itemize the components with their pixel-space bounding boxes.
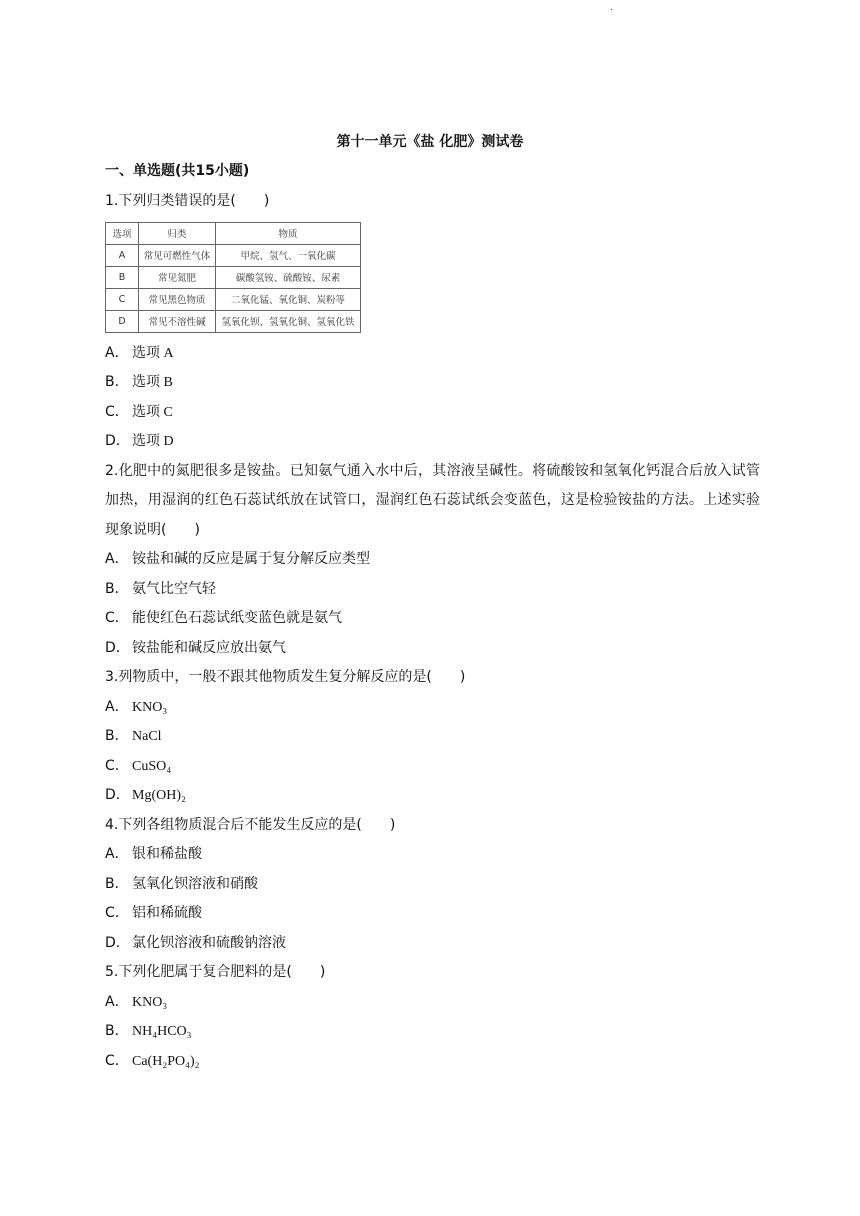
question-3	[105, 663, 760, 811]
option-key: B．	[105, 374, 129, 390]
option-a[interactable]	[105, 693, 760, 723]
option-key: C．	[105, 905, 129, 921]
option-d[interactable]	[105, 634, 760, 664]
classification-table	[105, 222, 361, 333]
option-text: 铵盐能和碱反应放出氨气	[132, 639, 286, 656]
corner-mark: .	[610, 2, 613, 13]
question-1-stem: 1.下列归类错误的是( )	[105, 193, 270, 209]
option-key: D．	[105, 787, 130, 803]
question-4	[105, 811, 760, 959]
option-key: C．	[105, 610, 129, 626]
option-b[interactable]	[105, 1017, 760, 1047]
page-title: 第十一单元《盐 化肥》测试卷	[336, 134, 524, 150]
option-key: D．	[105, 934, 130, 951]
option-text: 银和稀盐酸	[132, 846, 202, 862]
table-row	[106, 288, 361, 310]
option-b[interactable]	[105, 870, 760, 900]
option-text: 选项 D	[132, 434, 174, 449]
option-b[interactable]	[105, 575, 760, 605]
table-row	[106, 310, 361, 332]
option-key: A．	[105, 993, 129, 1010]
table-cell: 碳酸氢铵、硫酸铵、尿素	[216, 266, 361, 288]
option-text: 氨气比空气轻	[132, 580, 216, 597]
option-text: 选项 C	[132, 404, 173, 420]
table-cell: 常见氮肥	[139, 266, 216, 288]
table-header-row	[106, 222, 361, 244]
option-text: KNO₃	[132, 994, 168, 1010]
option-key: B．	[105, 1023, 129, 1039]
question-1	[105, 187, 760, 457]
question-2	[105, 457, 760, 664]
option-d[interactable]	[105, 781, 760, 811]
option-a[interactable]	[105, 840, 760, 870]
table-cell: A	[106, 244, 139, 266]
option-text: 铝和稀硫酸	[132, 905, 202, 921]
option-key: A．	[105, 344, 129, 361]
option-b[interactable]	[105, 722, 760, 752]
section-heading: 一、单选题(共15小题)	[105, 163, 250, 179]
option-d[interactable]	[105, 929, 760, 959]
table-row	[106, 266, 361, 288]
table-header-cell: 物质	[216, 222, 361, 244]
option-c[interactable]	[105, 1047, 760, 1077]
option-text: 选项 A	[132, 345, 174, 361]
option-d[interactable]	[105, 427, 760, 457]
table-header-cell: 归类	[139, 222, 216, 244]
option-c[interactable]	[105, 398, 760, 428]
question-3-stem: 3.列物质中，一般不跟其他物质发生复分解反应的是( )	[105, 669, 466, 685]
option-text: CuSO₄	[132, 758, 172, 774]
table-cell: C	[106, 288, 139, 310]
table-cell: 常见不溶性碱	[139, 310, 216, 332]
question-5-stem: 5.下列化肥属于复合肥料的是( )	[105, 964, 326, 980]
option-text: 能使红色石蕊试纸变蓝色就是氨气	[132, 610, 342, 626]
option-c[interactable]	[105, 604, 760, 634]
question-list	[105, 187, 760, 1076]
option-text: Ca(H₂PO₄)₂	[132, 1053, 200, 1069]
option-text: 氯化钡溶液和硫酸钠溶液	[132, 934, 286, 951]
option-key: B．	[105, 875, 129, 892]
table-cell: 氢氧化钡、氢氧化铜、氢氧化铁	[216, 310, 361, 332]
table-row	[106, 244, 361, 266]
table-cell: 常见可燃性气体	[139, 244, 216, 266]
table-cell: 二氧化锰、氧化铜、炭粉等	[216, 288, 361, 310]
option-key: B．	[105, 580, 129, 597]
option-text: NaCl	[132, 729, 162, 744]
table-cell: 甲烷、氢气、一氧化碳	[216, 244, 361, 266]
option-key: C．	[105, 757, 129, 774]
option-c[interactable]	[105, 752, 760, 782]
option-key: D．	[105, 639, 130, 656]
table-cell: D	[106, 310, 139, 332]
option-key: C．	[105, 403, 129, 420]
question-2-stem: 2.化肥中的氮肥很多是铵盐。已知氨气通入水中后，其溶液呈碱性。将硫酸铵和氢氧化钙混合后放入试管加热，用湿润的红色石蕊试纸放在试管口，湿润红色石蕊试纸会变蓝色，这是检验铵盐的方法。上述实验现象说明( )	[105, 462, 760, 538]
table-cell: 常见黑色物质	[139, 288, 216, 310]
option-a[interactable]	[105, 339, 760, 369]
question-5	[105, 958, 760, 1076]
table-cell: B	[106, 266, 139, 288]
option-key: A．	[105, 698, 129, 715]
option-key: A．	[105, 551, 129, 567]
option-text: NH₄HCO₃	[132, 1024, 192, 1039]
option-key: B．	[105, 728, 129, 744]
option-key: C．	[105, 1052, 129, 1069]
question-4-stem: 4.下列各组物质混合后不能发生反应的是( )	[105, 816, 396, 833]
option-key: A．	[105, 846, 129, 862]
option-text: KNO₃	[132, 699, 168, 715]
option-text: Mg(OH)₂	[132, 788, 186, 803]
option-a[interactable]	[105, 988, 760, 1018]
option-b[interactable]	[105, 368, 760, 398]
option-text: 氢氧化钡溶液和硝酸	[132, 875, 258, 892]
option-key: D．	[105, 433, 130, 449]
option-text: 选项 B	[132, 375, 173, 390]
option-c[interactable]	[105, 899, 760, 929]
option-text: 铵盐和碱的反应是属于复分解反应类型	[132, 551, 370, 567]
table-header-cell: 选项	[106, 222, 139, 244]
option-a[interactable]	[105, 545, 760, 575]
